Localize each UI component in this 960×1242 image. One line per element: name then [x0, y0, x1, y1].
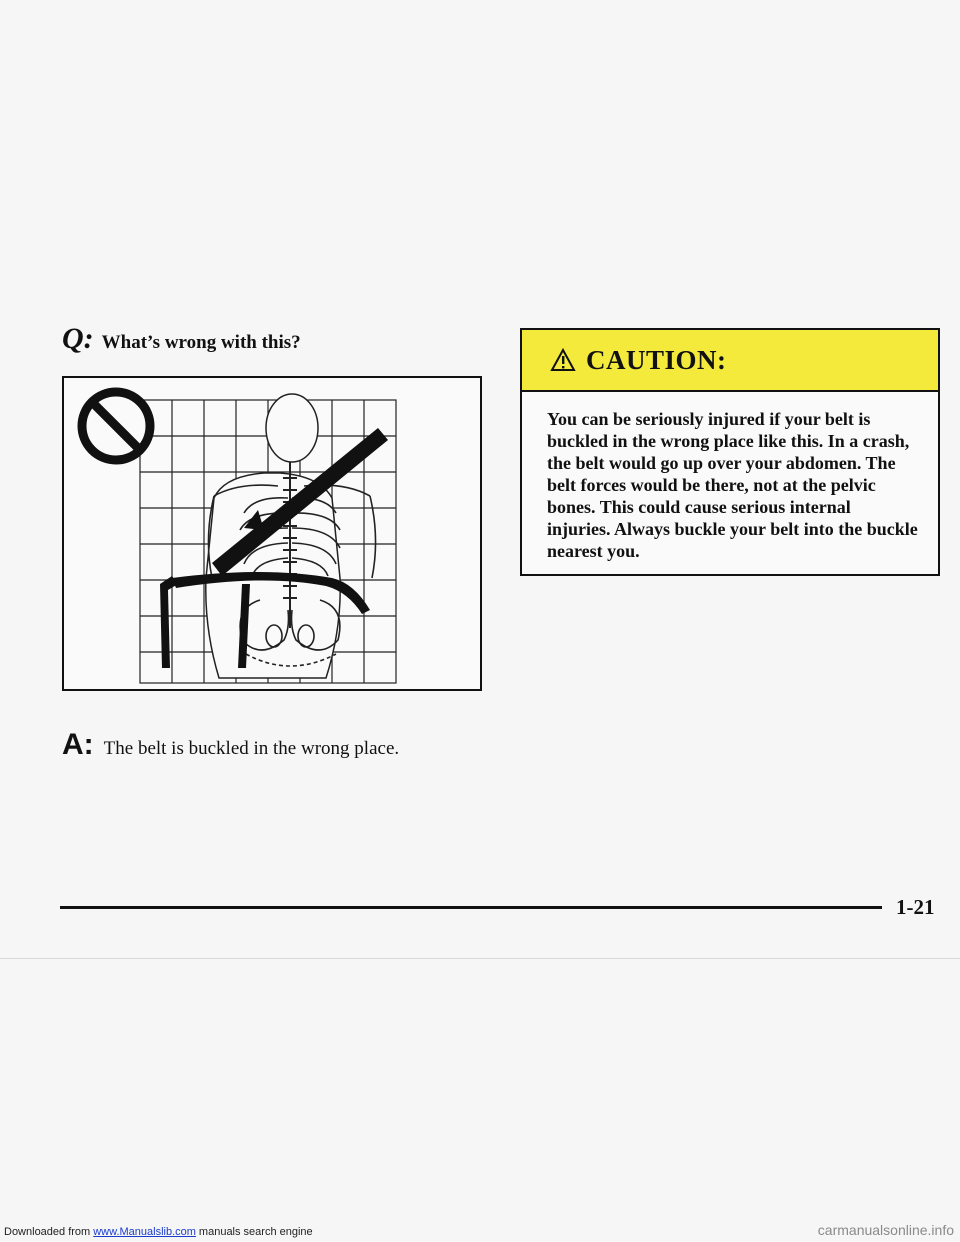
caution-text: You can be seriously injured if your belt is buckled in the wrong place like this. In a crash, the belt would go up over your abdomen. The belt forces would be there, not at the pelvic bones. This could cause serious internal injuries. Always buckle your belt into the buckle nearest you. — [547, 409, 918, 561]
download-footer — [4, 1226, 313, 1238]
question-text: What’s wrong with this? — [101, 332, 301, 353]
warning-triangle-icon — [550, 348, 576, 372]
caution-title: CAUTION: — [586, 344, 727, 375]
footer-prefix: Downloaded from — [4, 1226, 91, 1238]
answer — [62, 728, 399, 762]
caution-box — [520, 328, 940, 576]
page-divider — [60, 906, 882, 909]
caution-header — [522, 330, 938, 392]
skeleton-diagram — [64, 378, 480, 689]
question — [62, 322, 301, 356]
question-letter: Q: — [62, 322, 94, 355]
scan-line — [0, 958, 960, 959]
answer-text: The belt is buckled in the wrong place. — [103, 738, 400, 759]
footer-suffix: manuals search engine — [198, 1226, 313, 1238]
wrong-belt-illustration — [62, 376, 482, 691]
watermark: carmanualsonline.info — [817, 1222, 954, 1238]
manualslib-link[interactable]: www.Manualslib.com — [93, 1226, 196, 1238]
answer-letter: A: — [62, 728, 94, 761]
page-number: 1-21 — [896, 895, 935, 919]
